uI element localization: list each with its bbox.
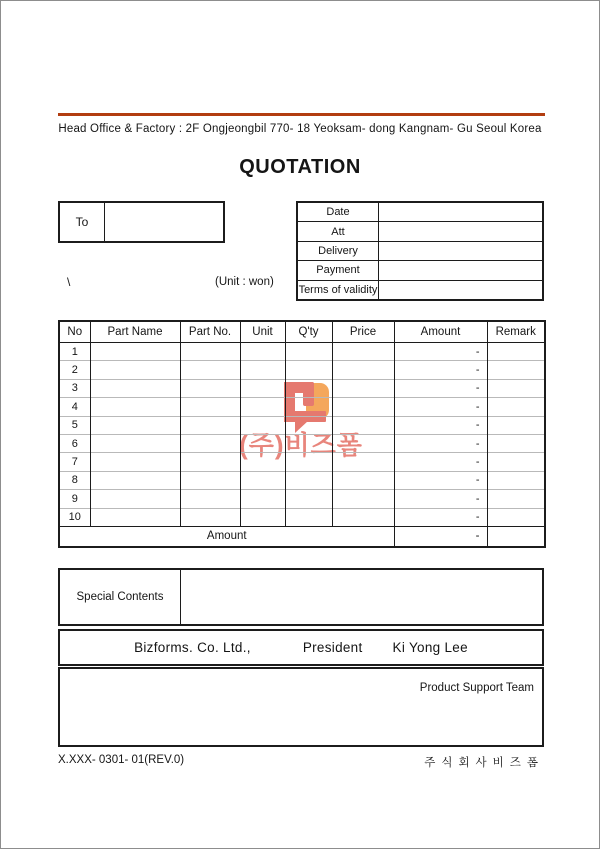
- part-name-cell: [90, 361, 180, 379]
- remark-cell: [487, 361, 545, 379]
- info-row-date: [298, 203, 542, 222]
- delivery-label: Delivery: [298, 242, 379, 260]
- price-cell: [332, 471, 394, 489]
- amount-cell: -: [394, 379, 487, 397]
- info-row-delivery: [298, 242, 542, 261]
- qty-cell: [285, 471, 332, 489]
- part-name-cell: [90, 398, 180, 416]
- date-label: Date: [298, 203, 379, 221]
- col-qty: Q'ty: [285, 321, 332, 343]
- unit-cell: [240, 398, 285, 416]
- no-cell: 9: [59, 490, 90, 508]
- part-no-cell: [180, 361, 240, 379]
- no-cell: 5: [59, 416, 90, 434]
- date-value-field: [379, 203, 542, 221]
- price-cell: [332, 490, 394, 508]
- table-row: [59, 398, 545, 416]
- page-title: QUOTATION: [239, 156, 361, 178]
- table-row: [59, 361, 545, 379]
- no-cell: 8: [59, 471, 90, 489]
- info-row-payment: [298, 261, 542, 280]
- price-cell: [332, 343, 394, 361]
- footer: [58, 754, 544, 770]
- part-no-cell: [180, 398, 240, 416]
- qty-cell: [285, 361, 332, 379]
- price-cell: [332, 398, 394, 416]
- part-name-cell: [90, 453, 180, 471]
- delivery-value-field: [379, 242, 542, 260]
- unit-cell: [240, 490, 285, 508]
- att-label: Att: [298, 222, 379, 240]
- president-title: President: [302, 640, 363, 655]
- part-name-cell: [90, 471, 180, 489]
- unit-note: (Unit : won): [215, 276, 274, 288]
- items-header-row: [59, 321, 545, 343]
- table-row: [59, 343, 545, 361]
- part-no-cell: [180, 343, 240, 361]
- header-rule: [58, 113, 545, 116]
- amount-cell: -: [394, 508, 487, 526]
- table-row: [59, 490, 545, 508]
- part-name-cell: [90, 416, 180, 434]
- doc-code: X.XXX- 0301- 01(REV.0): [58, 754, 185, 766]
- company-name: Bizforms. Co. Ltd.,: [134, 640, 251, 655]
- currency-mark: \: [67, 275, 71, 289]
- col-part-no: Part No.: [180, 321, 240, 343]
- col-price: Price: [332, 321, 394, 343]
- to-value-field: [105, 203, 223, 241]
- header-address: Head Office & Factory : 2F Ongjeongbil 770- 18 Yeoksam- dong Kangnam- Gu Seoul Korea: [58, 123, 542, 135]
- remark-cell: [487, 453, 545, 471]
- qty-cell: [285, 453, 332, 471]
- total-row: [59, 526, 545, 547]
- part-name-cell: [90, 379, 180, 397]
- amount-cell: -: [394, 398, 487, 416]
- remark-cell: [487, 508, 545, 526]
- part-no-cell: [180, 471, 240, 489]
- part-no-cell: [180, 490, 240, 508]
- special-contents-label: Special Contents: [60, 570, 181, 624]
- price-cell: [332, 508, 394, 526]
- price-cell: [332, 361, 394, 379]
- no-cell: 3: [59, 379, 90, 397]
- no-cell: 10: [59, 508, 90, 526]
- price-cell: [332, 379, 394, 397]
- qty-cell: [285, 508, 332, 526]
- remark-cell: [487, 379, 545, 397]
- amount-cell: -: [394, 343, 487, 361]
- to-label: To: [60, 203, 105, 241]
- president-name: Ki Yong Lee: [392, 640, 468, 655]
- amount-cell: -: [394, 434, 487, 452]
- remark-cell: [487, 490, 545, 508]
- col-remark: Remark: [487, 321, 545, 343]
- payment-label: Payment: [298, 261, 379, 279]
- validity-label: Terms of validity: [298, 281, 379, 299]
- part-no-cell: [180, 379, 240, 397]
- table-row: [59, 434, 545, 452]
- table-row: [59, 379, 545, 397]
- remark-cell: [487, 343, 545, 361]
- part-no-cell: [180, 434, 240, 452]
- signature-row: [58, 629, 544, 666]
- qty-cell: [285, 490, 332, 508]
- table-row: [59, 453, 545, 471]
- part-no-cell: [180, 508, 240, 526]
- total-amount: -: [394, 526, 487, 547]
- unit-cell: [240, 453, 285, 471]
- remark-cell: [487, 434, 545, 452]
- part-name-cell: [90, 508, 180, 526]
- info-row-att: [298, 222, 542, 241]
- amount-cell: -: [394, 361, 487, 379]
- unit-cell: [240, 361, 285, 379]
- amount-cell: -: [394, 453, 487, 471]
- amount-cell: -: [394, 416, 487, 434]
- col-unit: Unit: [240, 321, 285, 343]
- part-name-cell: [90, 343, 180, 361]
- qty-cell: [285, 434, 332, 452]
- total-remark: [487, 526, 545, 547]
- table-row: [59, 508, 545, 526]
- part-name-cell: [90, 490, 180, 508]
- total-label: Amount: [59, 526, 394, 547]
- no-cell: 1: [59, 343, 90, 361]
- qty-cell: [285, 379, 332, 397]
- part-no-cell: [180, 416, 240, 434]
- items-table: [58, 320, 546, 548]
- support-team-label: Product Support Team: [419, 682, 534, 694]
- special-contents-field: [181, 570, 542, 624]
- part-name-cell: [90, 434, 180, 452]
- col-part-name: Part Name: [90, 321, 180, 343]
- price-cell: [332, 416, 394, 434]
- price-cell: [332, 453, 394, 471]
- watermark-text: (주)비즈폼: [239, 430, 363, 460]
- remark-cell: [487, 471, 545, 489]
- payment-value-field: [379, 261, 542, 279]
- remark-cell: [487, 416, 545, 434]
- qty-cell: [285, 398, 332, 416]
- no-cell: 6: [59, 434, 90, 452]
- info-row-validity: [298, 281, 542, 299]
- table-row: [59, 416, 545, 434]
- unit-cell: [240, 416, 285, 434]
- unit-cell: [240, 471, 285, 489]
- remark-cell: [487, 398, 545, 416]
- amount-cell: -: [394, 490, 487, 508]
- unit-cell: [240, 434, 285, 452]
- table-row: [59, 471, 545, 489]
- col-no: No: [59, 321, 90, 343]
- col-amount: Amount: [394, 321, 487, 343]
- qty-cell: [285, 343, 332, 361]
- amount-cell: -: [394, 471, 487, 489]
- unit-cell: [240, 508, 285, 526]
- unit-cell: [240, 343, 285, 361]
- part-no-cell: [180, 453, 240, 471]
- special-contents-box: [58, 568, 544, 626]
- validity-value-field: [379, 281, 542, 299]
- no-cell: 7: [59, 453, 90, 471]
- footer-company-kr: 주식회사비즈폼: [424, 757, 544, 769]
- unit-cell: [240, 379, 285, 397]
- bottom-box: [58, 667, 544, 747]
- info-table: [296, 201, 544, 301]
- price-cell: [332, 434, 394, 452]
- no-cell: 4: [59, 398, 90, 416]
- att-value-field: [379, 222, 542, 240]
- items-body: [59, 343, 545, 527]
- no-cell: 2: [59, 361, 90, 379]
- to-box: [58, 201, 225, 243]
- qty-cell: [285, 416, 332, 434]
